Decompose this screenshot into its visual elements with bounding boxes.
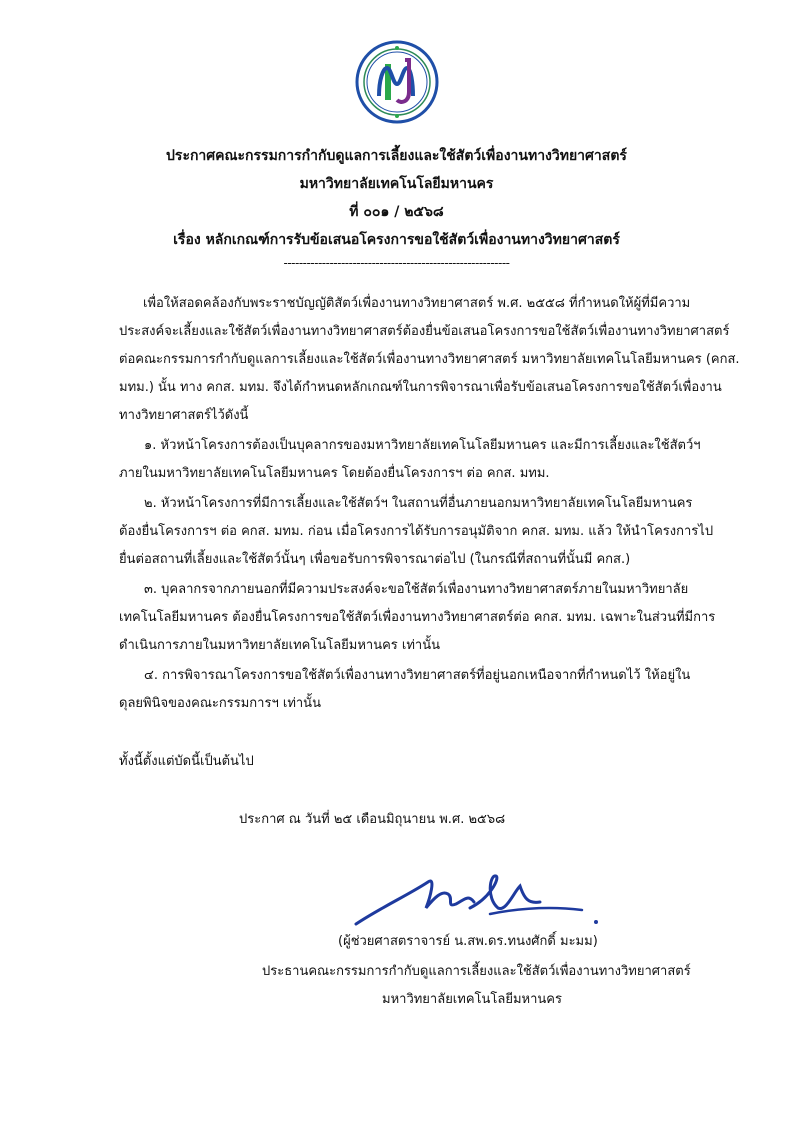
announcement-subject: เรื่อง หลักเกณฑ์การรับข้อเสนอโครงการขอใช้สัตว์เพื่องานทางวิทยาศาสตร์	[173, 232, 620, 248]
criteria-item-2: ๒. หัวหน้าโครงการที่มีการเลี้ยงและใช้สัตว์ฯ ในสถานที่อื่นภายนอกมหาวิทยาลัยเทคโนโลยีมหานคร	[144, 496, 693, 511]
intro-line: เพื่อให้สอดคล้องกับพระราชบัญญัติสัตว์เพื่องานทางวิทยาศาสตร์ พ.ศ. ๒๕๕๘ ที่กำหนดให้ผู้ที่มีความ	[143, 296, 691, 311]
announcement-number: ที่ ๐๐๑ / ๒๕๖๘	[349, 204, 444, 220]
effective-statement: ทั้งนี้ตั้งแต่บัดนี้เป็นต้นไป	[119, 754, 254, 769]
criteria-item-3: เทคโนโลยีมหานคร ต้องยื่นโครงการขอใช้สัตว์เพื่องานทางวิทยาศาสตร์ต่อ คกส. มทม. เฉพาะในส่วนที่มีการ	[119, 610, 716, 625]
announcement-title: ประกาศคณะกรรมการกำกับดูแลการเลี้ยงและใช้สัตว์เพื่องานทางวิทยาศาสตร์	[166, 148, 627, 164]
university-seal-icon	[355, 40, 439, 124]
signatory-position: ประธานคณะกรรมการกำกับดูแลการเลี้ยงและใช้สัตว์เพื่องานทางวิทยาศาสตร์	[262, 964, 691, 979]
criteria-item-4: ๔. การพิจารณาโครงการขอใช้สัตว์เพื่องานทางวิทยาศาสตร์ที่อยู่นอกเหนือจากที่กำหนดไว้ ให้อยู่ใน	[144, 668, 691, 683]
criteria-item-4: ดุลยพินิจของคณะกรรมการฯ เท่านั้น	[119, 696, 321, 711]
criteria-item-2: ยื่นต่อสถานที่เลี้ยงและใช้สัตว์นั้นๆ เพื่อขอรับการพิจารณาต่อไป (ในกรณีที่สถานที่นั้นมี คกส.)	[119, 552, 631, 567]
announcement-date: ประกาศ ณ วันที่ ๒๕ เดือนมิถุนายน พ.ศ. ๒๕๖๘	[239, 812, 506, 827]
criteria-item-3: ๓. บุคลากรจากภายนอกที่มีความประสงค์จะขอใช้สัตว์เพื่องานทางวิทยาศาสตร์ภายในมหาวิทยาลัย	[144, 582, 689, 597]
criteria-item-1: ภายในมหาวิทยาลัยเทคโนโลยีมหานคร โดยต้องยื่นโครงการฯ ต่อ คกส. มทม.	[119, 466, 550, 481]
signatory-organization: มหาวิทยาลัยเทคโนโลยีมหานคร	[382, 992, 562, 1007]
signatory-name: (ผู้ช่วยศาสตราจารย์ น.สพ.ดร.ทนงศักดิ์ มะมม)	[338, 934, 598, 949]
intro-line: ต่อคณะกรรมการกำกับดูแลการเลี้ยงและใช้สัตว์เพื่องานทางวิทยาศาสตร์ มหาวิทยาลัยเทคโนโลยีมหานคร (คกส.	[119, 352, 740, 367]
intro-line: ทางวิทยาศาสตร์ไว้ดังนี้	[119, 408, 249, 423]
intro-line: ประสงค์จะเลี้ยงและใช้สัตว์เพื่องานทางวิทยาศาสตร์ต้องยื่นข้อเสนอโครงการขอใช้สัตว์เพื่องานทางวิทยาศาสตร์	[119, 324, 730, 339]
criteria-item-1: ๑. หัวหน้าโครงการต้องเป็นบุคลากรของมหาวิทยาลัยเทคโนโลยีมหานคร และมีการเลี้ยงและใช้สัตว์ฯ	[144, 438, 701, 453]
intro-line: มทม.) นั้น ทาง คกส. มทม. จึงได้กำหนดหลักเกณฑ์ในการพิจารณาเพื่อรับข้อเสนอโครงการขอใช้สัตว์เพื่องาน	[119, 380, 722, 395]
criteria-item-3: ดำเนินการภายในมหาวิทยาลัยเทคโนโลยีมหานคร เท่านั้น	[119, 638, 441, 653]
criteria-item-2: ต้องยื่นโครงการฯ ต่อ คกส. มทม. ก่อน เมื่อโครงการได้รับการอนุมัติจาก คกส. มทม. แล้ว ให้นำโครงการไป	[119, 524, 714, 539]
university-name: มหาวิทยาลัยเทคโนโลยีมหานคร	[299, 176, 494, 192]
header-divider: -----------------------------------------------------------	[283, 256, 510, 270]
handwritten-signature-icon	[350, 868, 610, 932]
